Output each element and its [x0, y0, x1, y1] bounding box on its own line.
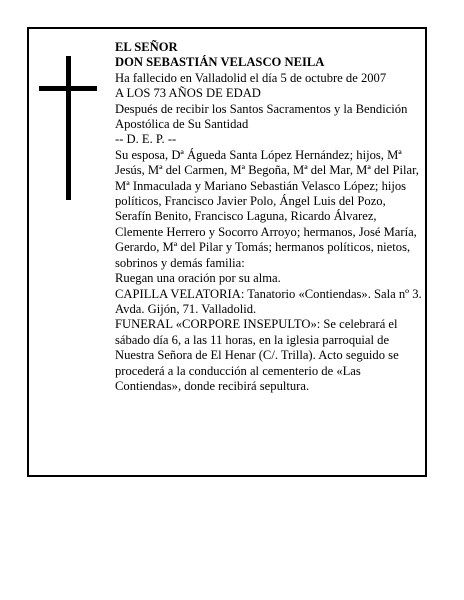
deceased-name: DON SEBASTIÁN VELASCO NEILA	[115, 55, 325, 70]
family-text: Su esposa, Dª Águeda Santa López Hernández; hijos, Mª Jesús, Mª del Carmen, Mª Begoña, Mª del Mar, Mª del Pilar, Mª Inmaculada y Mariano Sebastián Velasco López; hijos políticos, Francisco Javier Polo, Ángel Luis del Pozo, Serafín Benito, Francisco Laguna, Ricardo Álvarez, Clemente Herrero y Socorro Arroyo; hermanos, José María, Gerardo, Mª del Pilar y Tomás; hermanos políticos, nietos, sobrinos y demás familia:	[115, 147, 419, 270]
funeral-info: FUNERAL «CORPORE INSEPULTO»: Se celebrará el sábado día 6, a las 11 horas, en la iglesia parroquial de Nuestra Señora de El Henar (C/. Trilla). Acto seguido se procederá a la conducción al cementerio de «Las Contiendas», donde recibirá sepultura.	[115, 317, 399, 393]
cross-vertical-bar	[66, 56, 71, 200]
chapel-info: CAPILLA VELATORIA: Tanatorio «Contiendas». Sala nº 3. Avda. Gijón, 71. Valladolid.	[115, 286, 422, 316]
header-title: EL SEÑOR	[115, 40, 178, 54]
obituary-notice	[27, 27, 427, 477]
notice-text-block	[115, 40, 423, 394]
cross-icon	[39, 56, 97, 200]
cross-horizontal-bar	[39, 86, 97, 91]
death-info: Ha fallecido en Valladolid el día 5 de octubre de 2007	[115, 70, 387, 85]
sacraments-text: Después de recibir los Santos Sacramentos y la Bendición Apostólica de Su Santidad	[115, 101, 408, 132]
age-info: A LOS 73 AÑOS DE EDAD	[115, 86, 261, 101]
prayer-request: Ruegan una oración por su alma.	[115, 271, 281, 286]
dep-text: -- D. E. P. --	[115, 132, 177, 147]
